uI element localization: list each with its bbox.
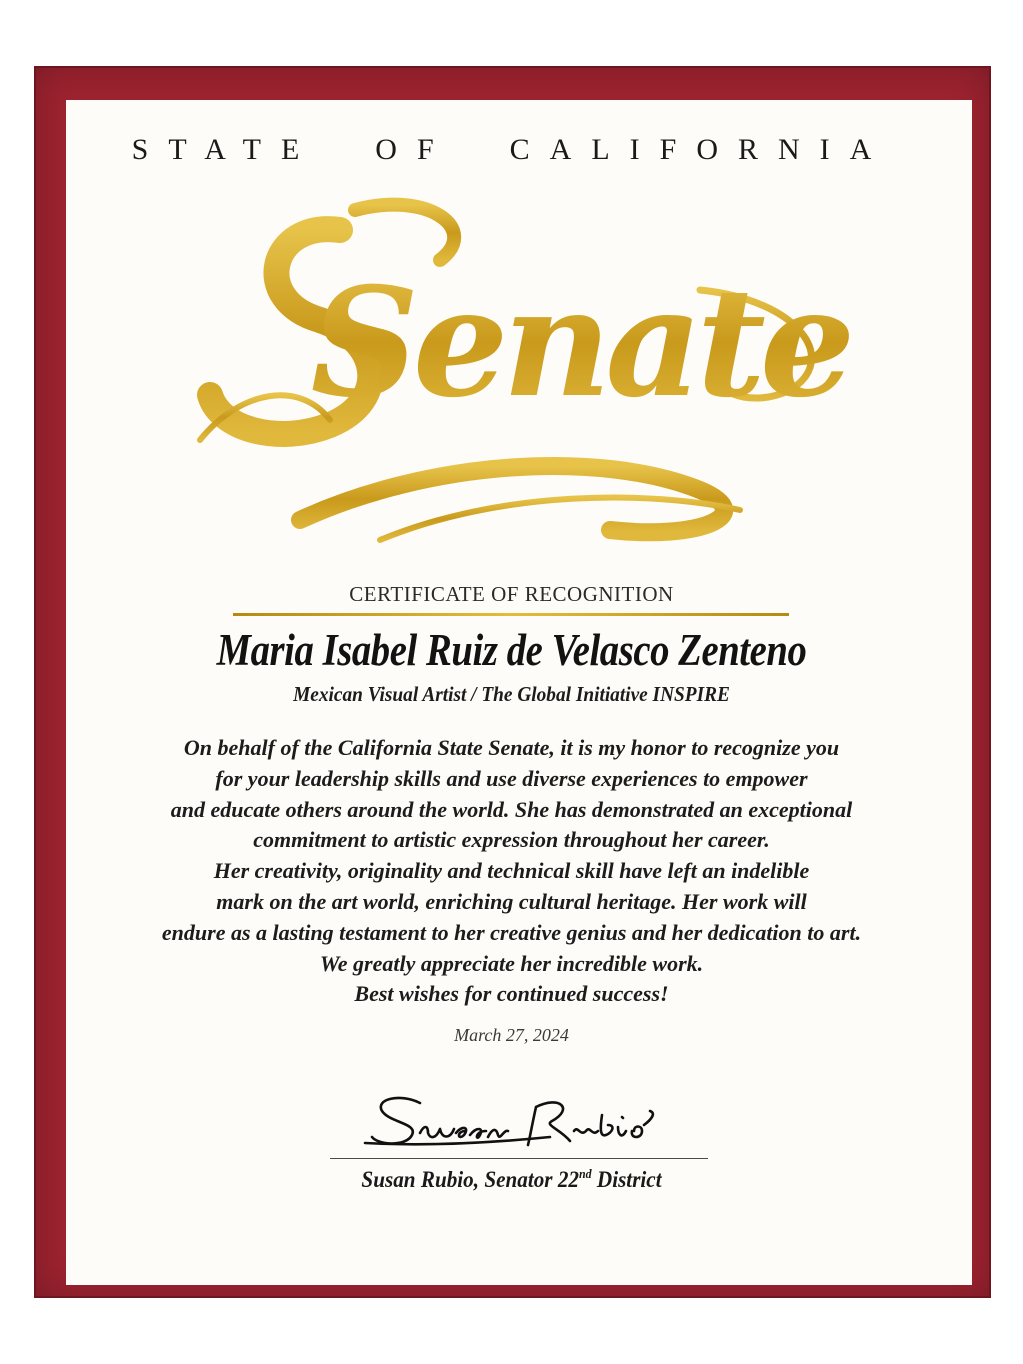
recipient-name: Maria Isabel Ruiz de Velasco Zenteno	[216, 625, 807, 675]
certificate-title: CERTIFICATE OF RECOGNITION	[349, 582, 674, 606]
gold-divider	[233, 613, 789, 616]
body-line: On behalf of the California State Senate, it is my honor to recognize you	[183, 735, 840, 760]
state-word: STATE	[131, 133, 320, 166]
recipient-subtitle: Mexican Visual Artist / The Global Initiative INSPIRE	[293, 682, 730, 706]
signature-line	[330, 1158, 708, 1159]
signature-script-text: Susan Rubio	[360, 1085, 366, 1086]
of-word: OF	[375, 133, 454, 166]
senate-logo-text: Senate	[310, 255, 850, 431]
body-line: We greatly appreciate her incredible work.	[319, 950, 704, 976]
body-line: Her creativity, originality and technical skill have left an indelible	[213, 858, 810, 884]
signer-name: Susan Rubio, Senator 22	[361, 1167, 579, 1192]
signer-credit	[41, 1166, 982, 1193]
body-line: Best wishes for continued success!	[354, 981, 669, 1007]
certificate-date: March 27, 2024	[454, 1025, 569, 1045]
body-line: mark on the art world, enriching cultural heritage. Her work will	[216, 888, 807, 914]
body-line: and educate others around the world. She has demonstrated an exceptional	[170, 796, 853, 822]
california-word: CALIFORNIA	[509, 133, 892, 166]
certificate-body	[120, 733, 903, 1010]
body-line: commitment to artistic expression throughout her career.	[253, 827, 770, 853]
body-line: for your leadership skills and use diverse experiences to empower	[215, 765, 808, 791]
body-line: endure as a lasting testament to her creative genius and her dedication to art.	[161, 919, 862, 945]
state-of-california-heading	[0, 133, 1023, 167]
signer-district: District	[591, 1167, 662, 1192]
senate-logo	[180, 190, 850, 570]
signer-ordinal: nd	[578, 1166, 592, 1181]
handwritten-signature	[360, 1085, 670, 1155]
